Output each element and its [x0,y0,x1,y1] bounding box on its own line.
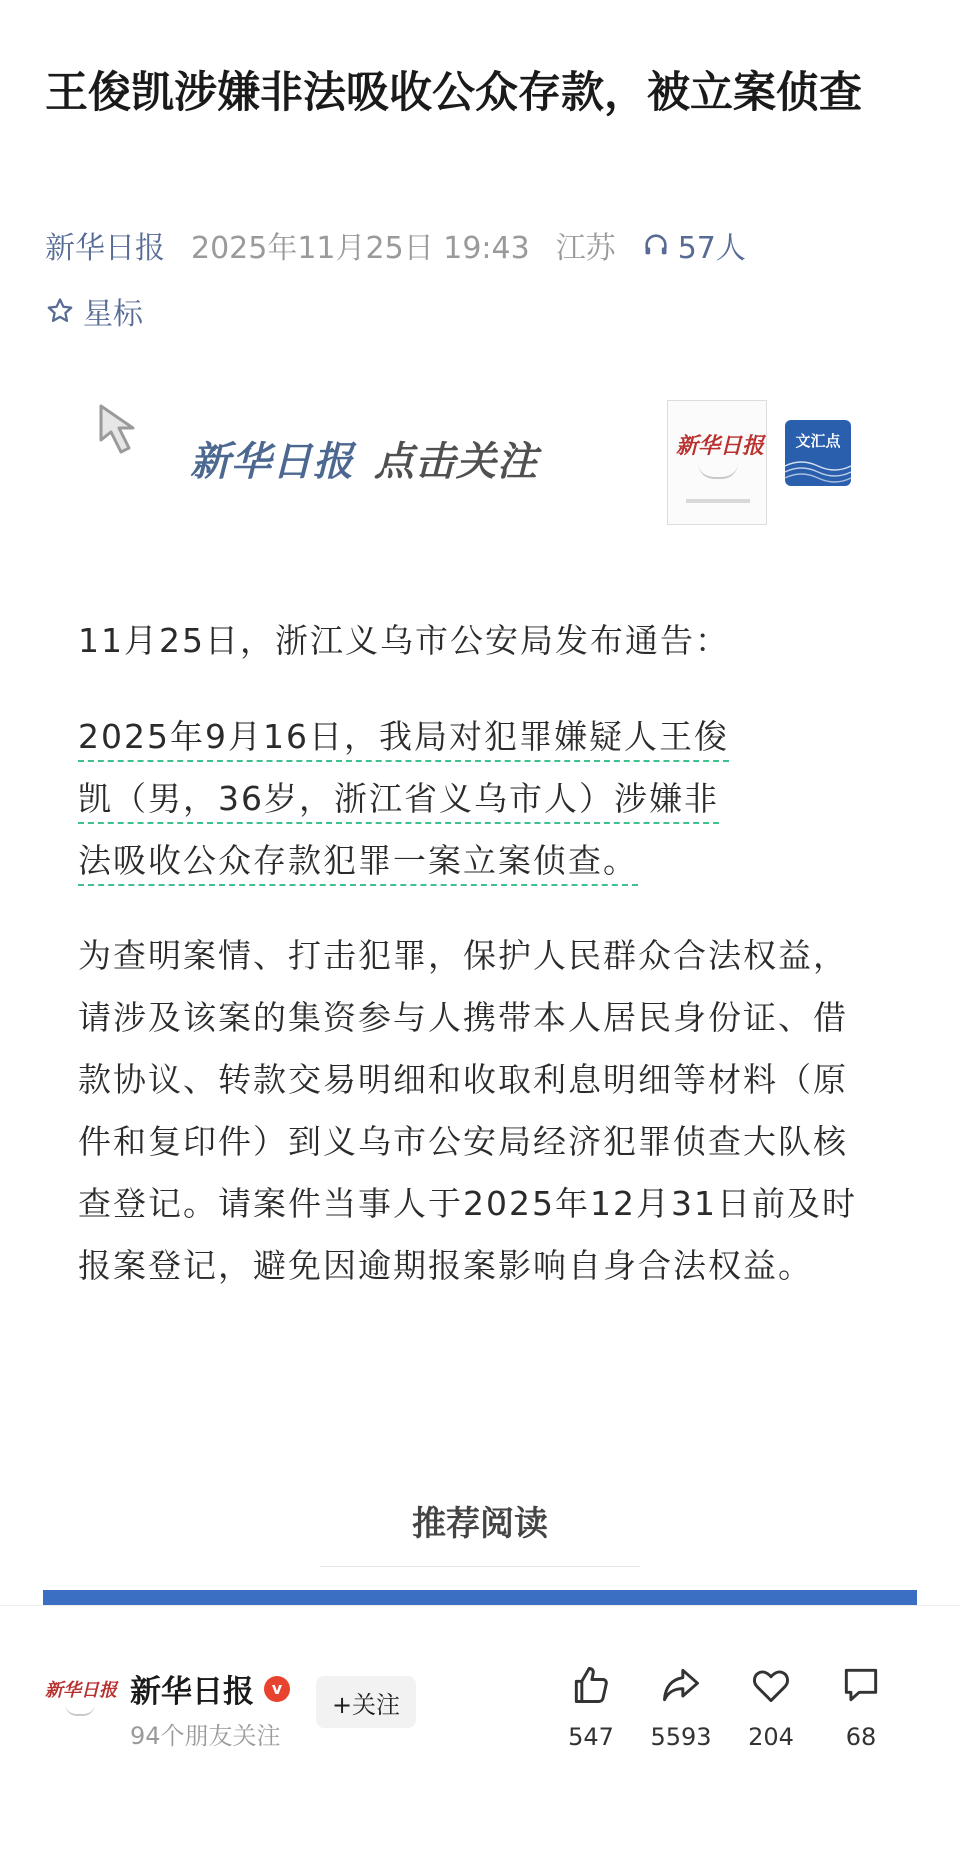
like-count: 547 [568,1723,614,1751]
cursor-arrow-icon [95,400,155,470]
bottom-action-bar [0,1605,960,1850]
article-meta [45,222,746,268]
heart-icon [749,1663,793,1707]
account-avatar-text: 新华日报 [45,1680,117,1701]
wenhuidian-app-logo [785,420,851,486]
paragraph-highlight [78,706,878,892]
account-avatar[interactable] [45,1664,115,1734]
article-title: 王俊凯涉嫌非法吸收公众存款，被立案侦查 [45,68,862,118]
wenhuidian-logo-text: 文汇点 [795,432,841,450]
listener-count: 57人 [677,231,746,266]
thumbs-up-icon [569,1663,613,1707]
comment-button[interactable] [816,1661,906,1751]
account-name-row[interactable] [130,1666,290,1711]
publish-datetime: 2025年11月25日 19:43 [191,231,530,266]
listen-button[interactable] [642,223,746,267]
paragraph-intro: 11月25日，浙江义乌市公安局发布通告： [78,621,730,660]
banner-brand: 新华日报 [190,439,354,485]
highlight-line: 凯（男，36岁，浙江省义乌市人）涉嫌非 [78,779,719,824]
banner-cta: 点击关注 [374,439,538,485]
verified-badge-icon: v [264,1676,290,1702]
follow-banner[interactable] [95,400,875,550]
recommended-reading-title: 推荐阅读 [412,1504,548,1544]
favorite-count: 204 [748,1723,794,1751]
share-count: 5593 [650,1723,712,1751]
banner-text [190,430,538,487]
comment-bubble-icon [839,1663,883,1707]
headphones-icon [642,231,670,259]
recommended-divider [320,1566,640,1567]
wave-pattern-icon [785,456,851,486]
star-icon [45,296,75,326]
xinhua-daily-logo-text: 新华日报 [676,433,765,459]
highlight-line: 法吸收公众存款犯罪一案立案侦查。 [78,841,638,886]
share-arrow-icon [659,1663,703,1707]
xinhua-daily-logo [667,400,767,525]
account-name: 新华日报 [130,1674,254,1710]
favorite-button[interactable] [726,1661,816,1751]
share-button[interactable] [636,1661,726,1751]
follower-count: 94个朋友关注 [130,1722,281,1750]
highlight-line: 2025年9月16日，我局对犯罪嫌疑人王俊 [78,717,729,762]
star-label: 星标 [83,297,143,332]
star-button[interactable] [45,288,143,334]
region-label: 江苏 [555,231,616,266]
paragraph-notice: 为查明案情、打击犯罪，保护人民群众合法权益，请涉及该案的集资参与人携带本人居民身份证、借款协议、转款交易明细和收取利息明细等材料（原件和复印件）到义乌市公安局经济犯罪侦查大队核查登记。请案件当事人于2025年12月31日前及时报案登记，避免因逾期报案影响自身合法权益。 [78,936,857,1285]
follow-button[interactable]: +关注 [316,1676,416,1728]
comment-count: 68 [845,1723,877,1751]
source-link[interactable]: 新华日报 [45,231,165,266]
like-button[interactable] [546,1661,636,1751]
